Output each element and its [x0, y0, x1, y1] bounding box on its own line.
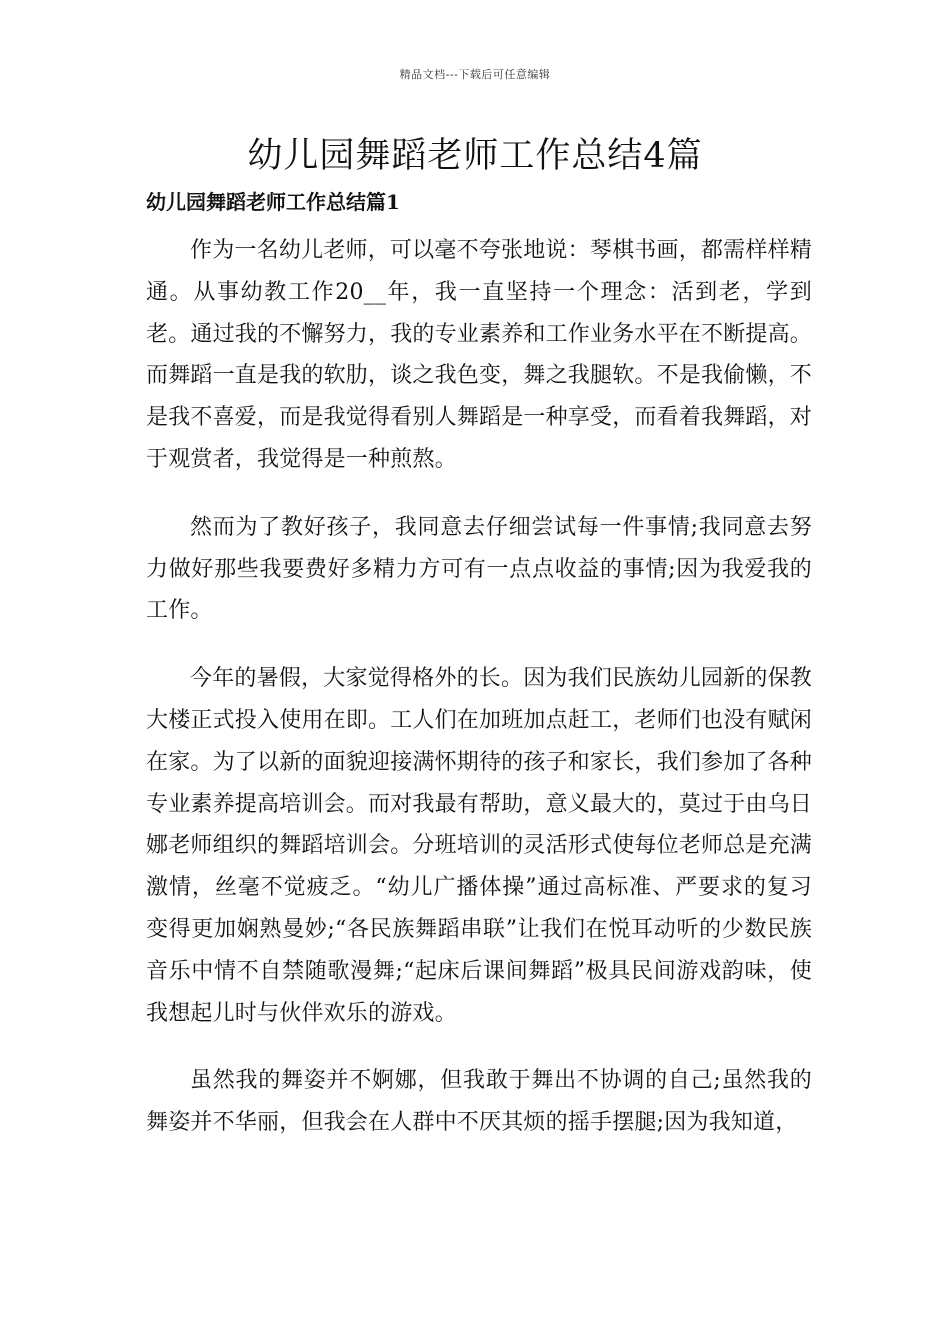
document-body [146, 230, 812, 1144]
section-heading: 幼儿园舞蹈老师工作总结篇1 [146, 190, 400, 214]
page-header: 精品文档---下载后可任意编辑 [399, 68, 551, 81]
paragraph: 作为一名幼儿老师，可以毫不夸张地说：琴棋书画，都需样样精通。从事幼教工作20__年，我一直坚持一个理念：活到老，学到老。通过我的不懈努力，我的专业素养和工作业务水平在不断提高。而舞蹈一直是我的软肋，谈之我色变，舞之我腿软。不是我偷懒，不是我不喜爱，而是我觉得看别人舞蹈是一种享受，而看着我舞蹈，对于观赏者，我觉得是一种煎熬。 [146, 238, 813, 472]
paragraph: 虽然我的舞姿并不婀娜，但我敢于舞出不协调的自己;虽然我的舞姿并不华丽，但我会在人群中不厌其烦的摇手摆腿;因为我知道， [146, 1068, 812, 1136]
document-title: 幼儿园舞蹈老师工作总结4篇 [247, 136, 703, 176]
paragraph: 然而为了教好孩子，我同意去仔细尝试每一件事情;我同意去努力做好那些我要费好多精力方可有一点点收益的事情;因为我爱我的工作。 [146, 514, 812, 624]
paragraph: 今年的暑假，大家觉得格外的长。因为我们民族幼儿园新的保教大楼正式投入使用在即。工人们在加班加点赶工，老师们也没有赋闲在家。为了以新的面貌迎接满怀期待的孩子和家长，我们参加了各种专业素养提高培训会。而对我最有帮助，意义最大的，莫过于由乌日娜老师组织的舞蹈培训会。分班培训的灵活形式使每位老师总是充满激情，丝毫不觉疲乏。“幼儿广播体操”通过高标准、严要求的复习变得更加娴熟曼妙;“各民族舞蹈串联”让我们在悦耳动听的少数民族音乐中情不自禁随歌漫舞;“起床后课间舞蹈”极具民间游戏韵味，使我想起儿时与伙伴欢乐的游戏。 [146, 666, 813, 1026]
